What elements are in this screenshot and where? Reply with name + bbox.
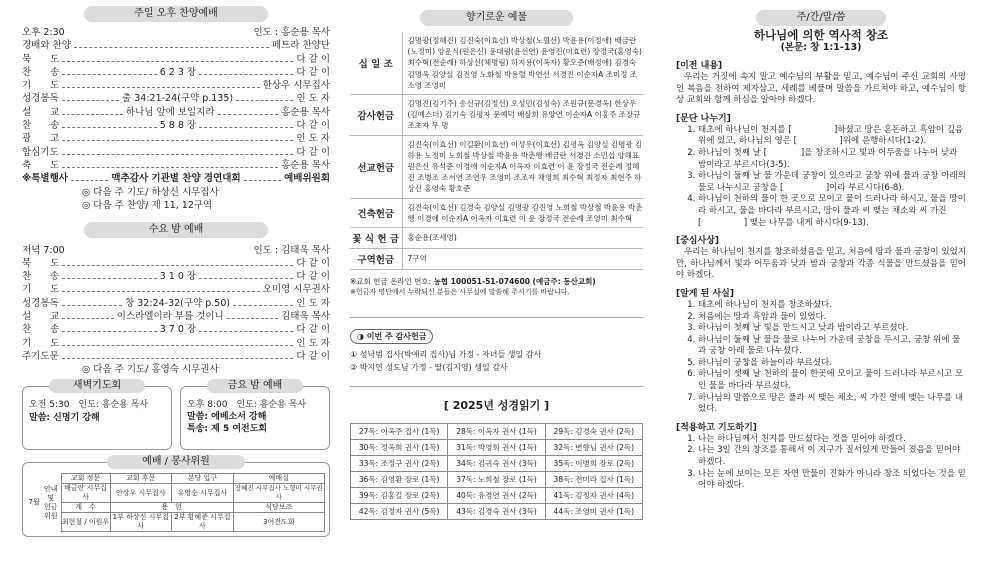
account-note: ※헌금자 명단에서 누락되신 분들은 사무실에 말씀해 주시기를 바랍니다. xyxy=(350,288,570,297)
leader-dots xyxy=(62,291,259,292)
order-person: 다 같 이 xyxy=(296,53,330,65)
order-content: 맥추감사 기관별 찬양 경연대회 xyxy=(111,173,241,185)
vol-col2-3: 식당보조 xyxy=(233,503,324,513)
leader-dots xyxy=(62,127,156,128)
friday-special: 특송: 제 5 여전도회 xyxy=(187,424,268,435)
bible-cell: 32독: 변향님 권사 (2독) xyxy=(545,440,642,456)
leader-dots xyxy=(62,305,122,306)
dawn-prayer-title: 새벽기도회 xyxy=(49,379,145,393)
order-person: 다 같 이 xyxy=(296,257,330,269)
account-label: ※교회 헌금 온라인 번호: xyxy=(350,277,432,287)
friday-time: 오후 8:00 인도: 홍순용 목사 xyxy=(187,400,307,411)
sunday-time: 오후 2:30 xyxy=(22,27,65,38)
order-row xyxy=(22,132,330,145)
friday-text: 말씀: 에베소서 강해 xyxy=(187,412,267,423)
order-person: 다 같 이 xyxy=(296,120,330,132)
bible-cell: 29독: 김경숙 권사 (2독) xyxy=(545,424,642,440)
order-content: 6 2 3 장 xyxy=(159,66,197,78)
vol-val2-4: 3여전도회 xyxy=(233,513,324,532)
bible-reading-table xyxy=(350,423,643,520)
vol-col-1: 교회 정문 xyxy=(61,474,110,484)
leader-dots xyxy=(236,100,293,101)
leader-dots xyxy=(227,318,278,319)
bible-cell: 37독: 노희철 장로 (1독) xyxy=(448,472,545,488)
leader-dots xyxy=(62,100,119,101)
offering-names: 김진숙(이효선) 이길환(이효선) 이성우(이효선) 김평옥 김양실 김명광 김하용 노정미 노희철 박상철 박윤용 박춘행 배금란 서경진 소민섭 양해표 원은신 유석준 이경애 이순자A 이옥자 이효련 이 윤 장정국 전순례 정혜진 조병조 조서연 조연우 조영미 조조자 채영희 최수혁 최정자 최현주 하상신 홍영숙 황호준 xyxy=(402,135,643,198)
leader-dots xyxy=(218,114,279,115)
list-item: 1. 태초에 하나님이 천지를 창조하셨다. xyxy=(698,300,966,312)
offering-names: 김명진(김기주) 송선규(김정선) 오성민(김성숙) 조원규(문경옥) 한상우(김예스더) 김기숙 김평자 문예덕 배삼희 유양연 이순자A 이홍주 조장규 조초자 무 명 xyxy=(402,95,643,136)
wednesday-service-title: 수요 밤 예배 xyxy=(84,222,268,238)
intro-text: 우리는 거짓에 속지 말고 예수님의 부활을 믿고, 예수님이 주신 교회의 사명인 복음을 전하여 제자삼고, 세례를 베풀며 말씀을 가르쳐야 하고, 예수님이 항상 교회와 함께 하심을 알아야 하겠다. xyxy=(676,72,966,106)
order-person: 오미영 시무권사 xyxy=(262,284,330,296)
offering-names: 김진숙(이효선) 김경숙 김양실 김명광 김진영 노희철 박상철 박윤용 박춘행 이경애 이순자A 이옥자 이효련 이 윤 장정국 전순례 조영미 최수혁 xyxy=(402,198,643,227)
leader-dots xyxy=(62,318,113,319)
wednesday-leader: 인도 : 김태욱 목사 xyxy=(253,244,330,256)
order-label: 기 도 xyxy=(22,337,60,349)
order-label: 주기도문 xyxy=(22,350,59,362)
order-label: 찬 송 xyxy=(22,120,60,132)
leader-dots xyxy=(62,61,293,62)
order-row xyxy=(22,106,330,119)
order-label: 찬 송 xyxy=(22,66,60,78)
order-content: 하나님 앞에 보일지라 xyxy=(125,106,215,118)
bible-cell: 41독: 김정자 권사 (4독) xyxy=(545,488,642,504)
order-person: 인 도 자 xyxy=(296,337,330,349)
order-label: 묵 도 xyxy=(22,53,60,65)
leader-dots xyxy=(62,278,156,279)
sunday-time-row xyxy=(22,26,330,39)
dawn-prayer-text: 말씀: 신명기 강해 xyxy=(29,413,100,424)
offering-row xyxy=(350,135,643,198)
order-person: 다 같 이 xyxy=(296,324,330,336)
offering-category: 선교헌금 xyxy=(350,135,402,198)
bible-row xyxy=(351,440,643,456)
volunteer-title: 예배 / 봉사위원 xyxy=(107,455,245,469)
list-item: 2. 나는 3일 간의 창조를 통해서 이 지구가 질서있게 만들어 졌음을 믿어야 하겠다. xyxy=(698,445,966,468)
order-row xyxy=(22,270,330,283)
leader-dots xyxy=(62,140,293,141)
right-panel xyxy=(676,6,966,570)
order-row xyxy=(22,172,330,185)
order-person: 김태욱 목사 xyxy=(281,311,330,323)
friday-service-title: 금요 밤 예배 xyxy=(207,379,303,393)
volunteer-table xyxy=(27,473,325,532)
order-person: 인 도 자 xyxy=(296,297,330,309)
leader-dots xyxy=(233,305,293,306)
leader-dots xyxy=(62,345,293,346)
bible-row xyxy=(351,456,643,472)
list-item: 4. 하나님이 천하의 물이 한 곳으로 모이고 뭍이 드러나라 하시고, 뭍을 땅이라 하시고, 물을 바다라 부르시고, 땅이 풀과 씨 맺는 채소와 씨 가진 [ ] 맺는 나무를 내게 하시다(9-13). xyxy=(698,194,966,229)
offering-category: 십 일 조 xyxy=(350,32,402,95)
offering-names: 김명광(정혜진) 김진숙(이효선) 박상철(노혈선) 박윤용(이정애) 배금란(노정미) 앙운식(원은신) 윤대림(윤선연) 윤영진(이효련) 장정국(홍영숙) 최수혁(전순례) 하상신(체명림) 하지용(이옥자) 황오준(배정애) 김경숙 김명옥 김양실 김진영 노화철 박용렬 박연선 서경진 이순자A 조미정 조소영 조영미 xyxy=(402,32,643,95)
order-row xyxy=(22,92,330,105)
bible-cell: 43독: 김경숙 권사 (3독) xyxy=(448,504,545,520)
month-cell: 7월 xyxy=(28,498,40,507)
role-cell: 안내 및 헌금 위원 xyxy=(43,484,58,520)
order-row xyxy=(22,257,330,270)
bible-cell: 39독: 김홍길 장로 (2독) xyxy=(351,488,448,504)
leader-dots xyxy=(199,74,293,75)
wednesday-time: 저녁 7:00 xyxy=(22,244,65,256)
bible-cell: 40독: 유경연 권사 (2독) xyxy=(448,488,545,504)
apply-list xyxy=(676,434,966,492)
volunteer-box xyxy=(22,456,330,537)
wednesday-order-list xyxy=(22,257,330,363)
bible-cell: 35독: 이병희 장로 (2독) xyxy=(545,456,642,472)
sermon-passage: (본문: 창 1:1-13) xyxy=(780,42,862,53)
bible-row xyxy=(351,472,643,488)
dawn-prayer-box xyxy=(22,380,172,450)
list-item: 2. 처음에는 땅과 흑암과 물이 있었다. xyxy=(698,312,966,324)
offering-row xyxy=(350,95,643,136)
leader-dots xyxy=(62,87,259,88)
division-heading: [문단 나누기] xyxy=(676,113,731,124)
offering-title: 향기로운 예물 xyxy=(420,10,573,26)
sunday-order-list xyxy=(22,39,330,185)
friday-service-box xyxy=(180,380,330,450)
center-heading: [중심사상] xyxy=(676,236,720,247)
list-item: 4. 하나님이 둘째 날 물을 물로 나누어 가운데 궁창을 두시고, 궁창 위에 물과 궁창 아래 물로 나누셨다. xyxy=(698,335,966,358)
order-content: 이스라엘이라 부를 것이니 xyxy=(116,311,224,323)
sunday-next-prayer: ◎ 다음 주 기도/ 하상신 시무집사 xyxy=(82,186,219,198)
offering-row xyxy=(350,249,643,270)
thanks-item-1: ① 성낙범 집사(박애리 집사)님 가정 - 자녀들 생일 감사 xyxy=(350,350,542,360)
center-text: 우리는 하나님이 천지를 창조하셨음을 믿고, 처음에 땅과 물과 궁창이 있었지만, 하나님께서 빛과 어두움과 낮과 밤과 궁창과 각종 식물을 만드셨음을 믿어야 하겠다. xyxy=(676,247,966,281)
bible-row xyxy=(351,504,643,520)
vol-val2-1: 최현철 / 이원우 xyxy=(61,513,110,532)
bible-cell: 28독: 이옥자 권사 (1독) xyxy=(448,424,545,440)
vol-val-3: 유영순 시무집사 xyxy=(172,484,234,503)
vol-val-1: 배금란 시무집사 xyxy=(61,484,110,503)
order-label: 기 도 xyxy=(22,284,60,296)
division-list xyxy=(676,125,966,229)
leader-dots xyxy=(199,127,293,128)
intro-heading: [이전 내용] xyxy=(676,61,723,71)
order-person: 홍순용 목사 xyxy=(281,106,330,118)
offering-category: 구역헌금 xyxy=(350,249,402,270)
leader-dots xyxy=(62,154,294,155)
vol-col-2: 교회 후문 xyxy=(110,474,172,484)
order-content: 창 32:24-32(구약 p.50) xyxy=(125,297,231,309)
offering-row xyxy=(350,32,643,95)
leader-dots xyxy=(62,331,156,332)
order-label: 찬 송 xyxy=(22,324,60,336)
list-item: 1. 나는 하나님께서 천지를 만드셨다는 것을 믿어야 하겠다. xyxy=(698,434,966,446)
list-item: 2. 하나님이 첫째 날 [ ]을 창조하시고 빛과 어두움을 나누어 낮과 밤이라고 부르시다(3-5). xyxy=(698,148,966,171)
order-row xyxy=(22,310,330,323)
offering-names: 7구역 xyxy=(402,249,643,270)
leader-dots xyxy=(62,167,278,168)
list-item: 3. 나는 눈에 보이는 모든 자연 만물이 진화가 아니라 창조 되었다는 것을 믿어야 하겠다. xyxy=(698,469,966,492)
vol-val-4: 장혜진 시무집사 노형미 시무권사 xyxy=(234,484,323,502)
bible-cell: 36독: 김영환 장로 (1독) xyxy=(351,472,448,488)
offering-names: 홍순용(조세영) xyxy=(402,228,643,249)
order-person: 다 같 이 xyxy=(296,146,330,158)
order-row xyxy=(22,66,330,79)
account-number: 농협 100051-51-074600 (예금주: 동산교회) xyxy=(433,277,596,287)
bible-cell: 42독: 김정자 권사 (5독) xyxy=(351,504,448,520)
order-label: 합심기도 xyxy=(22,146,59,158)
order-person: 인 도 자 xyxy=(296,93,330,105)
leader-dots xyxy=(71,180,108,181)
order-person: 한상우 시무집사 xyxy=(262,80,330,92)
order-label: 설 교 xyxy=(22,311,60,323)
bible-reading-title: [ 2025년 성경읽기 ] xyxy=(443,399,550,413)
offering-row xyxy=(350,228,643,249)
order-label: 성경봉독 xyxy=(22,297,59,309)
order-row xyxy=(22,39,330,52)
order-label: 설 교 xyxy=(22,106,60,118)
order-content: 출 34:21-24(구약 p.135) xyxy=(122,93,234,105)
bible-cell: 30독: 정옥희 권사 (1독) xyxy=(351,440,448,456)
order-content: 3 7 0 장 xyxy=(159,324,197,336)
order-person: 다 같 이 xyxy=(296,271,330,283)
list-item: 3. 하나님이 둘째 날 물 가운데 궁창이 있으라고 궁창 위에 물과 궁창 아래의 물로 나누시고 궁창을 [ ]이라 부르시다(6-8). xyxy=(698,171,966,194)
list-item: 1. 태초에 하나님이 천지를 [ ]하셨고 땅은 혼돈하고 흑암이 깊음 위에 있고, 하나님의 영은 [ ]위에 운행하시다(1-2). xyxy=(698,125,966,148)
sunday-next-praise: ◎ 다음 주 찬양/ 제 11, 12구역 xyxy=(82,199,213,211)
order-content: 3 1 0 장 xyxy=(159,271,197,283)
account-line xyxy=(350,276,643,287)
list-item: 7. 하나님의 말씀으로 땅은 풀과 씨 맺는 채소, 씨 가진 열매 맺는 나무를 내었다. xyxy=(698,393,966,416)
vol-col2-2: 용 헌 xyxy=(110,503,233,513)
sunday-service-title: 주일 오후 찬양예배 xyxy=(84,6,268,22)
order-row xyxy=(22,283,330,296)
offering-category: 건축헌금 xyxy=(350,198,402,227)
middle-panel xyxy=(350,6,643,570)
vol-val2-2: 1부 하상신 시무집사 xyxy=(110,513,172,532)
bible-cell: 34독: 김귀숙 권사 (3독) xyxy=(448,456,545,472)
vol-val-2: 안상우 시무집사 xyxy=(110,484,172,503)
wednesday-time-row xyxy=(22,244,330,257)
offering-row xyxy=(350,198,643,227)
leader-dots xyxy=(62,358,294,359)
leader-dots xyxy=(244,180,281,181)
order-person: 다 같 이 xyxy=(296,66,330,78)
order-label: 광 고 xyxy=(22,133,60,145)
leader-dots xyxy=(74,47,269,48)
list-item: 5. 하나님이 궁창을 하늘이라 부르셨다. xyxy=(698,358,966,370)
order-person: 페트라 찬양단 xyxy=(271,40,330,52)
offering-category: 꽃 식 헌 금 xyxy=(350,228,402,249)
facts-list xyxy=(676,300,966,416)
order-row xyxy=(22,146,330,159)
order-row xyxy=(22,53,330,66)
bible-row xyxy=(351,424,643,440)
order-person: 다 같 이 xyxy=(296,350,330,362)
order-content: 5 8 8 장 xyxy=(159,120,197,132)
offering-category: 감사헌금 xyxy=(350,95,402,136)
left-panel xyxy=(22,6,330,570)
vol-col-3: 본당 입구 xyxy=(172,474,234,484)
vol-col-4: 예배실 xyxy=(233,474,324,484)
thanks-item-2: ② 박지연 성도님 가정 - 딸(김지영) 생일 감사 xyxy=(350,363,508,373)
sunday-leader: 인도 : 홍순용 목사 xyxy=(253,27,330,38)
order-row xyxy=(22,350,330,363)
apply-heading: [적용하고 기도하기] xyxy=(676,422,757,433)
order-person: 예배위원회 xyxy=(284,173,330,185)
bible-cell: 27독: 이옥주 집사 (1독) xyxy=(351,424,448,440)
order-label: 기 도 xyxy=(22,80,60,92)
order-row xyxy=(22,79,330,92)
bible-cell: 31독: 박영희 권사 (1독) xyxy=(448,440,545,456)
order-label: 축 도 xyxy=(22,159,60,171)
bible-cell: 44독: 조영미 권사 (1독) xyxy=(545,504,642,520)
vol-col2-1: 계 수 xyxy=(61,503,110,513)
bible-cell: 38독: 전미라 집사 (1독) xyxy=(545,472,642,488)
bible-row xyxy=(351,488,643,504)
order-label: 묵 도 xyxy=(22,257,60,269)
thanks-title: ◑ 이번 주 감사헌금 xyxy=(350,329,433,344)
order-row xyxy=(22,297,330,310)
weekly-word-tag: 주/간/말/씀 xyxy=(756,10,886,26)
order-person: 인 도 자 xyxy=(296,133,330,145)
dawn-prayer-time: 오전 5:30 인도: 홍순용 목사 xyxy=(29,400,149,411)
leader-dots xyxy=(62,74,156,75)
order-person: 홍순용 목사 xyxy=(281,159,330,171)
order-row xyxy=(22,337,330,350)
list-item: 3. 하나님이 첫째 날 빛을 만드시고 낮과 밤이라고 부르셨다. xyxy=(698,323,966,335)
leader-dots xyxy=(62,114,123,115)
order-row xyxy=(22,159,330,172)
order-label: 찬 송 xyxy=(22,271,60,283)
leader-dots xyxy=(199,278,293,279)
offering-table xyxy=(350,32,643,270)
order-label: 성경봉독 xyxy=(22,93,59,105)
order-row xyxy=(22,119,330,132)
wednesday-next-prayer: ◎ 다음 주 기도/ 홍영숙 시무권사 xyxy=(82,364,219,376)
leader-dots xyxy=(199,331,293,332)
order-row xyxy=(22,323,330,336)
sermon-title: 하나님에 의한 역사적 창조 xyxy=(753,28,889,42)
leader-dots xyxy=(62,265,293,266)
order-label: ※특별행사 xyxy=(22,173,68,185)
facts-heading: [알게 된 사실] xyxy=(676,288,734,299)
order-label: 경배와 찬양 xyxy=(22,40,71,52)
vol-val2-3: 2부 황혜준 시무집사 xyxy=(172,513,234,532)
bible-cell: 33독: 조정구 권사 (2독) xyxy=(351,456,448,472)
list-item: 6. 하나님이 셋째 날 천하의 물이 한곳에 모이고 뭍이 드러나라 부르시고 모인 물을 바다라 부르셨다. xyxy=(698,369,966,392)
